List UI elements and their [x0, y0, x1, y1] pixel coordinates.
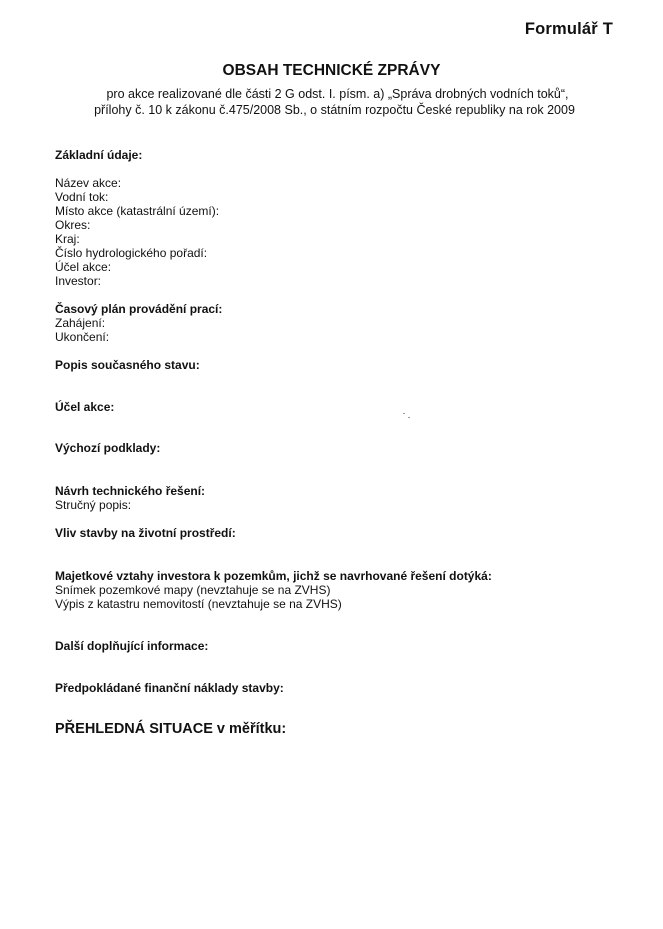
schedule-heading: Časový plán provádění prací:	[55, 302, 223, 316]
field-investor: Investor:	[55, 274, 102, 288]
property-item-map: Snímek pozemkové mapy (nevztahuje se na ZVHS)	[55, 583, 331, 597]
field-action-name: Název akce:	[55, 176, 122, 190]
sources-heading: Výchozí podklady:	[55, 441, 161, 455]
technical-solution-heading: Návrh technického řešení:	[55, 484, 206, 498]
basic-info-heading: Základní údaje:	[55, 148, 143, 162]
subtitle-line-2: přílohy č. 10 k zákonu č.475/2008 Sb., o státním rozpočtu České republiky na rok 2009	[94, 103, 575, 117]
additional-info-heading: Další doplňující informace:	[55, 639, 209, 653]
subtitle-line-1: pro akce realizované dle části 2 G odst. I. písm. a) „Správa drobných vodních toků“,	[106, 87, 569, 101]
field-region: Kraj:	[55, 232, 80, 246]
field-start: Zahájení:	[55, 316, 106, 330]
field-district: Okres:	[55, 218, 91, 232]
current-state-heading: Popis současného stavu:	[55, 358, 200, 372]
purpose-heading: Účel akce:	[55, 400, 115, 414]
form-label: Formulář T	[524, 20, 613, 38]
overview-heading: PŘEHLEDNÁ SITUACE v měřítku:	[55, 721, 287, 737]
property-item-cadastre: Výpis z katastru nemovitostí (nevztahuje se na ZVHS)	[55, 597, 342, 611]
scan-speck	[408, 417, 410, 418]
field-end: Ukončení:	[55, 330, 110, 344]
field-purpose: Účel akce:	[55, 260, 112, 274]
scan-speck	[403, 413, 405, 414]
field-brief-description: Stručný popis:	[55, 498, 132, 512]
costs-heading: Předpokládané finanční náklady stavby:	[55, 681, 284, 695]
property-heading: Majetkové vztahy investora k pozemkům, jichž se navrhované řešení dotýká:	[55, 569, 492, 583]
document-title: OBSAH TECHNICKÉ ZPRÁVY	[222, 62, 441, 79]
environment-heading: Vliv stavby na životní prostředí:	[55, 526, 236, 540]
field-hydrological-number: Číslo hydrologického pořadí:	[55, 246, 208, 260]
field-location: Místo akce (katastrální území):	[55, 204, 220, 218]
field-watercourse: Vodní tok:	[55, 190, 109, 204]
